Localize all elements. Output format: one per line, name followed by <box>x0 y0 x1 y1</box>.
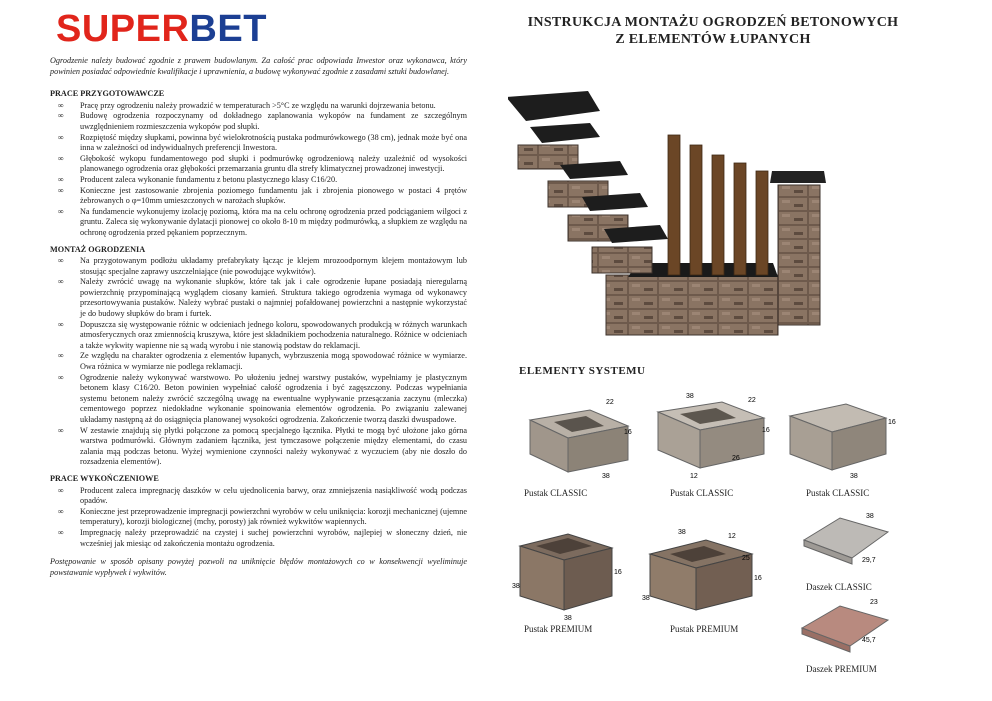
superbet-logo: SUPERBET <box>56 8 267 50</box>
svg-text:12: 12 <box>728 533 736 540</box>
caption-daszek-premium: Daszek PREMIUM <box>806 664 877 674</box>
svg-text:38: 38 <box>850 473 858 480</box>
svg-text:29,7: 29,7 <box>862 557 876 564</box>
list-item: ∞ Głębokość wykopu fundamentowego pod słupki i podmurówkę ogrodzeniową należy uzależnić od wysokości planowanego ogrodzenia oraz głębokości przemarzania gruntu dla strefy klimatycznej prowadzonej inwestycji. <box>50 154 467 175</box>
list-item: ∞ Rozpiętość między słupkami, powinna być wielokrotnością pustaka podmurówkowego (38 cm), jednak może być ona inna w zależności od indywidualnych preferencji Inwestora. <box>50 133 467 154</box>
system-elements-title: ELEMENTY SYSTEMU <box>519 365 646 377</box>
pustak-classic-1-image <box>520 390 638 482</box>
svg-text:16: 16 <box>614 569 622 576</box>
svg-text:16: 16 <box>762 427 770 434</box>
list-item: ∞ Pracę przy ogrodzeniu należy prowadzić w temperaturach >5°C ze względu na warunki dojrzewania betonu. <box>50 101 467 112</box>
pustak-premium-2-image <box>642 526 770 622</box>
list-item: ∞ Budowę ogrodzenia rozpoczynamy od dokładnego zaplanowania wykopów na fundament ze szczególnym uwzględnieniem rozmieszczenia wykopów pod słupki. <box>50 111 467 132</box>
pustak-classic-2-image <box>652 388 774 482</box>
svg-text:45,7: 45,7 <box>862 637 876 644</box>
svg-text:38: 38 <box>678 529 686 536</box>
list-item: ∞ W zestawie znajdują się płytki połączone za pomocą specjalnego łącznika. Płytki te mogą być ułożone jako górna warstwa podmurówki. Głównym zadaniem łącznika, jest tymczasowe połączenie między elementami, do czasu zalania mąą podczas betonu. Wyżej wymienione czynności należy wykonywać z wyczuciem (aby nie doszło do rozsadzenia elementów). <box>50 426 467 468</box>
section-title-finishing: PRACE WYKOŃCZENIOWE <box>50 473 159 483</box>
svg-text:22: 22 <box>748 397 756 404</box>
svg-text:22: 22 <box>606 399 614 406</box>
list-item: ∞ Ogrodzenie należy wykonywać warstwowo. Po ułożeniu jednej warstwy pustaków, wypełniamy je plastycznym betonem klasy C16/20. Beton powinien wypełniać całość ogrodzenia i być zagęszczony. Podczas wypełniania systemu betonem należy zwrócić szczególną uwagę na ewentualne wypływanie przesączania zaczynu (mleczka) cementowego poprzez niedokładne wykonanie spoinowania elementów ogrodzenia. Po związaniu zalewanej układamy następną aż do osiągnięcia planowanej wysokości ogrodzenia. Zakończenie tworzą daszki dwuspadowe. <box>50 373 467 426</box>
document-title: INSTRUKCJA MONTAŻU OGRODZEŃ BETONOWYCH Z ELEMENTÓW ŁUPANYCH <box>527 15 899 47</box>
list-item: ∞ Producent zaleca impregnację daszków w celu ujednolicenia barwy, oraz zmniejszenia nasiąkliwość wodą podczas opadów. <box>50 486 467 507</box>
list-item: ∞ Na fundamencie wykonujemy izolację poziomą, która ma na celu ochronę ogrodzenia przed podciąganiem wilgoci z gruntu. Zaleca się wykonywanie dylatacji pionowej co około 8-10 m między podmurówką, a słupkiem ze względu na ochronę ogrodzenia przed pękaniem poprzecznym. <box>50 207 467 239</box>
instructions-column <box>50 56 467 590</box>
caption-daszek-classic: Daszek CLASSIC <box>806 582 872 592</box>
caption-pustak-classic-1: Pustak CLASSIC <box>524 488 588 498</box>
svg-text:38: 38 <box>564 615 572 622</box>
caption-pustak-premium-2: Pustak PREMIUM <box>670 624 739 634</box>
section-title-preparation: PRACE PRZYGOTOWAWCZE <box>50 89 165 99</box>
section-title-assembly: MONTAŻ OGRODZENIA <box>50 244 146 254</box>
list-item: ∞ Ze względu na charakter ogrodzenia z elementów łupanych, wybrzuszenia mogą spowodować różnice w wymiarze. Owa różnica w wymiarze nie podlega reklamacji. <box>50 351 467 372</box>
pustak-classic-3-image <box>786 392 898 482</box>
list-item: ∞ Dopuszcza się występowanie różnic w odcieniach jednego koloru, spowodowanych produkcją w różnych warunkach atmosferycznych oraz zmiennością kruszywa, które jest składnikiem pochodzenia naturalnego. Różnice w odcieniach a także wykwity wapienne nie są wadą wyrobu i nie stanowią podstaw do reklamacji. <box>50 320 467 352</box>
daszek-classic-image <box>800 510 900 576</box>
svg-text:16: 16 <box>754 575 762 582</box>
daszek-premium-image <box>798 596 902 662</box>
svg-text:38: 38 <box>866 513 874 520</box>
svg-text:38: 38 <box>686 393 694 400</box>
list-item: ∞ Na przygotowanym podłożu układamy prefabrykaty łącząc je klejem mrozoodpornym klejem montażowym lub stosując specjalne zaprawy uszczelniające (nie powodujące wykwitów). <box>50 256 467 277</box>
caption-pustak-classic-3: Pustak CLASSIC <box>806 488 870 498</box>
svg-text:23: 23 <box>870 599 878 606</box>
svg-text:38: 38 <box>602 473 610 480</box>
preparation-list <box>50 101 467 239</box>
list-item: ∞ Konieczne jest przeprowadzenie impregnacji powierzchni wyrobów w celu uniknięcia: korozji mechanicznej (ujemne temperatury), korozji biologicznej (mchy, porosty) jak również wykwitów wapiennych. <box>50 507 467 528</box>
caption-pustak-classic-2: Pustak CLASSIC <box>670 488 734 498</box>
list-item: ∞ Należy zwrócić uwagę na wykonanie słupków, które tak jak i całe ogrodzenie łupane posiadają nieregularną powierzchnię przypominającą wyglądem ciosany kamień. Struktura takiego ogrodzenia wymaga od wykonawcy przesortowywania pustaków. Należy wybrać pustaki o najmniej pofałdowanej powierzchni a następnie wykorzystać je do budowy słupków do bram i furtek. <box>50 277 467 319</box>
finishing-list <box>50 486 467 550</box>
svg-text:38: 38 <box>642 595 650 602</box>
assembly-list <box>50 256 467 468</box>
svg-text:16: 16 <box>888 419 896 426</box>
svg-text:25: 25 <box>742 555 750 562</box>
closing-paragraph: Postępowanie w sposób opisany powyżej pozwoli na uniknięcie błędów montażowych co w konsekwencji wyeliminuje powstawanie wypływek i wykwitów. <box>50 557 467 577</box>
pustak-premium-1-image <box>512 524 630 622</box>
svg-text:26: 26 <box>732 455 740 462</box>
intro-paragraph: Ogrodzenie należy budować zgodnie z prawem budowlanym. Za całość prac odpowiada Inwestor oraz wykonawca, który powinien posiadać odpowiednie kwalifikacje i uprawnienia, a budowę wykonywać zgodnie z zasadami sztuki budowlanej. <box>50 56 467 76</box>
caption-pustak-premium-1: Pustak PREMIUM <box>524 624 593 634</box>
list-item: ∞ Konieczne jest zastosowanie zbrojenia poziomego fundamentu jak i zbrojenia pionowego w postaci 4 prętów żebrowanych o φ=10mm umieszczonych w narożach słupków. <box>50 186 467 207</box>
list-item: ∞ Impregnację należy przeprowadzić na czystej i suchej powierzchni wyrobów, najlepiej w słoneczny dzień, nie wcześniej jak miesiąc od zakończenia montażu ogrodzenia. <box>50 528 467 549</box>
svg-text:38: 38 <box>512 583 520 590</box>
list-item: ∞ Producent zaleca wykonanie fundamentu z betonu plastycznego klasy C16/20. <box>50 175 467 186</box>
svg-text:12: 12 <box>690 473 698 480</box>
svg-text:16: 16 <box>624 429 632 436</box>
fence-exploded-illustration <box>508 85 828 360</box>
